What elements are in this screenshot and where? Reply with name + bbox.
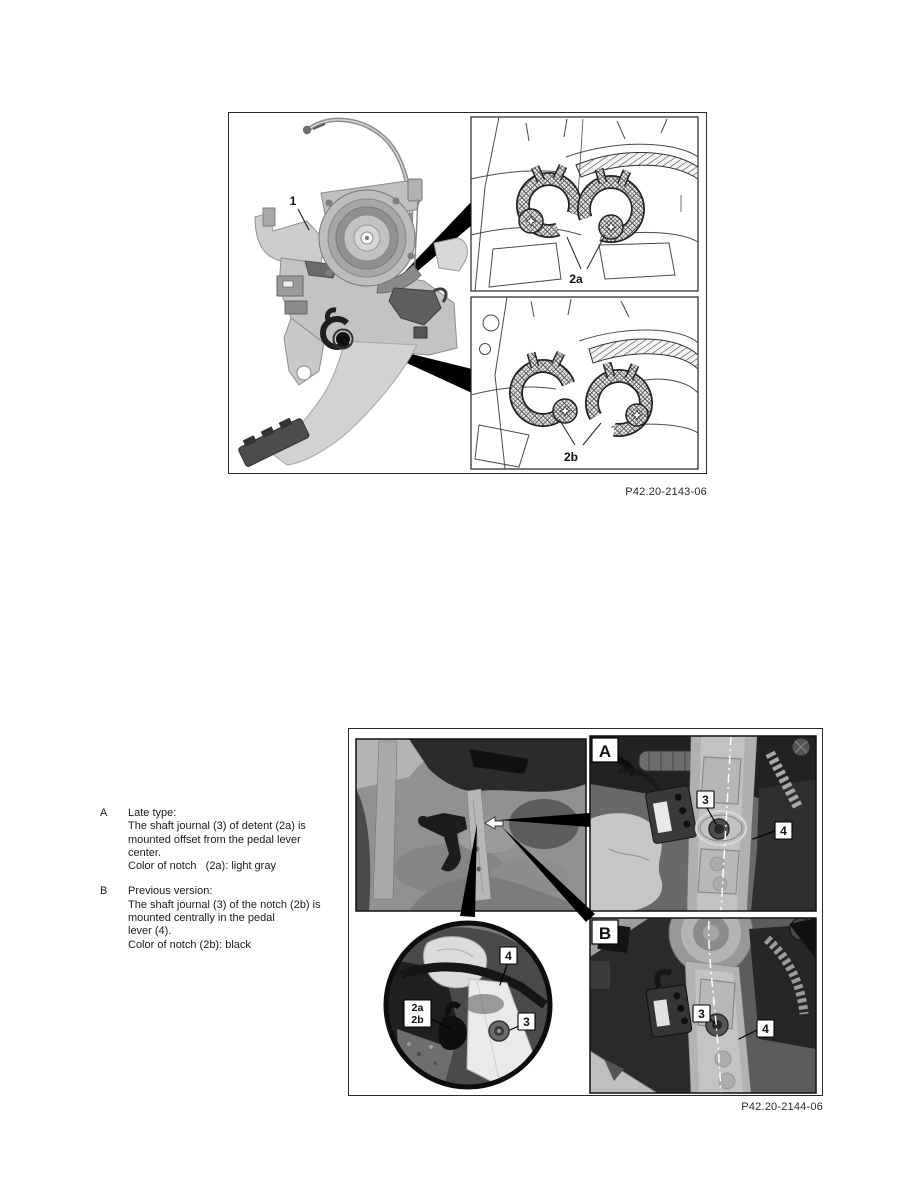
callout-4-a: 4 [780,824,787,838]
callout-1-label: 1 [289,194,297,208]
callout-3-inset: 3 [523,1015,530,1029]
detent-photos-drawing [349,729,822,1095]
callout-4-inset: 4 [505,949,512,963]
figure-bottom-caption: P42.20-2144-06 [741,1101,823,1113]
cable-end-ball [303,126,311,134]
callout-2a-label: 2a [569,272,583,286]
brake-drum [319,190,415,286]
notes-block [100,807,350,964]
photo-panel-b [590,891,816,1093]
callout-3-a: 3 [702,793,709,807]
callout-2b-label: 2b [563,450,579,464]
note-key-b: B [100,885,108,898]
note-text-b: Previous version: The shaft journal (3) of the notch (2b) is mounted centrally in the pedal lever (4). Color of notch (2b): black [128,885,321,951]
panel-a-badge: A [598,742,612,761]
note-key-a: A [100,807,108,819]
detail-panel-2b [471,297,698,469]
note-item-b [100,885,350,951]
shaft-journal-dot [336,332,350,346]
pedal-assembly-drawing [229,113,706,473]
pedal-assembly [236,120,468,468]
connector-b [646,984,692,1037]
callout-3-b: 3 [698,1007,705,1021]
callout-2a-inset: 2a [411,1002,424,1014]
figure-pedal-assembly [228,112,707,474]
note-text-a: Late type: The shaft journal (3) of detent (2a) is mounted offset from the pedal lever center. Color of notch (2a): light gray [128,807,306,873]
figure-top-caption: P42.20-2143-06 [625,486,707,498]
note-item-a [100,807,350,873]
detail-panel-2a [471,117,698,291]
connector-a [645,785,697,844]
callout-2b-inset: 2b [411,1014,424,1026]
callout-4-b: 4 [762,1022,769,1036]
figure-detent-photos [348,728,823,1096]
panel-b-badge: B [598,924,612,943]
